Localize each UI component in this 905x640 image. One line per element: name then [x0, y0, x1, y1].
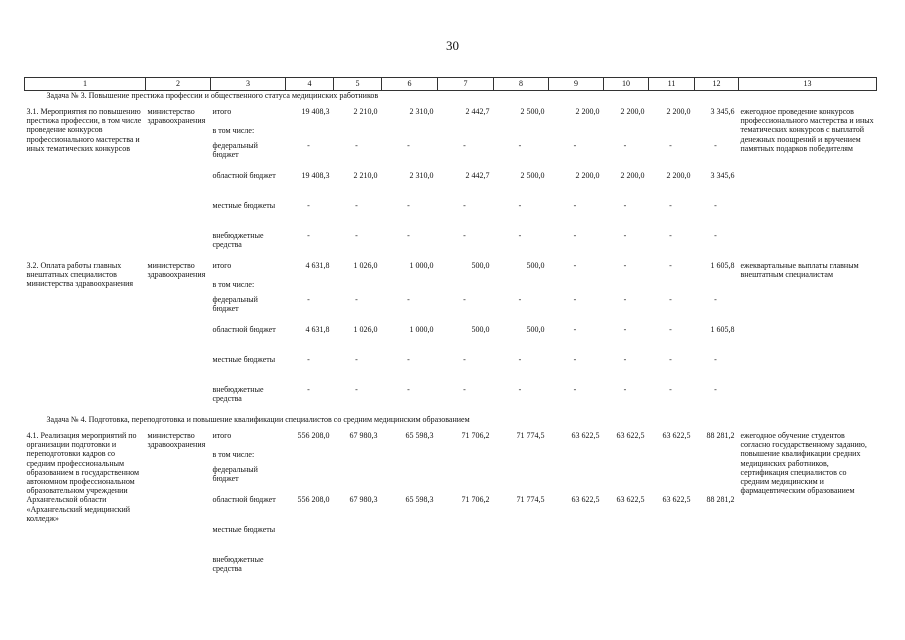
- funding-value: -: [669, 141, 672, 150]
- task-heading-row: [25, 415, 877, 431]
- funding-value: -: [573, 261, 577, 270]
- funding-value: [438, 450, 494, 465]
- funding-value: [334, 555, 382, 585]
- funding-value: -: [307, 231, 310, 240]
- funding-value: 67 980,3: [349, 495, 378, 504]
- funding-value: [649, 465, 695, 495]
- column-number: 6: [382, 78, 438, 91]
- funding-value: -: [518, 385, 522, 394]
- funding-value: [286, 126, 334, 141]
- funding-source: федеральный бюджет: [212, 141, 258, 160]
- funding-value: 2 200,0: [575, 107, 600, 116]
- funding-value: 63 622,5: [616, 495, 645, 504]
- funding-value: [649, 126, 695, 141]
- column-number-header: [25, 78, 877, 91]
- funding-value: -: [623, 231, 627, 240]
- funding-value: 63 622,5: [616, 431, 645, 440]
- measure-block: [25, 107, 877, 261]
- funding-value: -: [623, 261, 627, 270]
- funding-value: [649, 525, 695, 555]
- measure-block: [25, 261, 877, 415]
- funding-value: 71 774,5: [516, 431, 545, 440]
- funding-value: [494, 450, 549, 465]
- funding-value: [286, 280, 334, 295]
- funding-value: 2 200,0: [666, 107, 691, 116]
- measure-executor: министерство здравоохранения: [147, 261, 206, 280]
- funding-value: 2 200,0: [666, 171, 691, 180]
- funding-value: 2 200,0: [575, 171, 600, 180]
- funding-value: [382, 555, 438, 585]
- funding-value: 71 774,5: [516, 495, 545, 504]
- funding-value: -: [407, 355, 410, 364]
- funding-value: [438, 465, 494, 495]
- funding-value: 3 345,6: [710, 171, 735, 180]
- funding-value: -: [407, 201, 410, 210]
- column-number: 1: [25, 78, 146, 91]
- funding-value: [382, 280, 438, 295]
- funding-value: [604, 280, 649, 295]
- funding-value: 3 345,6: [710, 107, 735, 116]
- funding-value: -: [573, 231, 577, 240]
- funding-value: 1 605,8: [710, 261, 735, 270]
- funding-value: -: [573, 201, 577, 210]
- funding-value: [695, 525, 739, 555]
- funding-source: итого: [212, 107, 232, 116]
- funding-row: [25, 261, 877, 280]
- funding-value: [604, 555, 649, 585]
- funding-value: -: [518, 355, 522, 364]
- funding-value: -: [355, 141, 358, 150]
- column-number: 2: [146, 78, 211, 91]
- funding-value: -: [669, 355, 672, 364]
- funding-value: -: [714, 231, 717, 240]
- funding-value: 1 026,0: [353, 325, 378, 334]
- funding-value: [382, 450, 438, 465]
- funding-value: 2 442,7: [465, 107, 490, 116]
- funding-value: -: [669, 385, 672, 394]
- funding-source: итого: [212, 261, 232, 270]
- funding-value: [382, 525, 438, 555]
- funding-value: -: [307, 201, 310, 210]
- funding-value: [549, 450, 604, 465]
- funding-value: [549, 555, 604, 585]
- program-table: [24, 77, 877, 585]
- funding-value: [695, 555, 739, 585]
- funding-value: -: [407, 385, 410, 394]
- funding-value: 88 281,2: [706, 431, 735, 440]
- funding-value: 2 210,0: [353, 171, 378, 180]
- task-heading: Задача № 4. Подготовка, переподготовка и повышение квалификации специалистов со средним медицинским образованием: [46, 415, 470, 424]
- measure-block: [25, 431, 877, 585]
- funding-value: -: [307, 295, 310, 304]
- funding-value: [695, 280, 739, 295]
- funding-value: [494, 525, 549, 555]
- funding-source: местные бюджеты: [212, 201, 276, 210]
- funding-source: областной бюджет: [212, 495, 276, 504]
- measure-name: 3.2. Оплата работы главных внештатных специалистов министерства здравоохранения: [26, 261, 134, 289]
- funding-value: [286, 465, 334, 495]
- funding-value: [695, 465, 739, 495]
- funding-value: 2 500,0: [520, 171, 545, 180]
- funding-source: внебюджетные средства: [212, 555, 264, 574]
- funding-value: -: [623, 141, 627, 150]
- funding-value: [604, 126, 649, 141]
- funding-value: -: [355, 385, 358, 394]
- column-number: 4: [286, 78, 334, 91]
- expected-result: ежеквартальные выплаты главным внештатным специалистам: [740, 261, 859, 280]
- funding-value: 500,0: [526, 261, 545, 270]
- funding-value: -: [714, 385, 717, 394]
- task-heading-row: [25, 91, 877, 108]
- funding-value: [549, 126, 604, 141]
- funding-value: -: [573, 385, 577, 394]
- funding-value: [334, 126, 382, 141]
- funding-value: [438, 555, 494, 585]
- funding-value: 63 622,5: [662, 495, 691, 504]
- funding-source: местные бюджеты: [212, 525, 276, 534]
- funding-value: 1 026,0: [353, 261, 378, 270]
- funding-value: [438, 280, 494, 295]
- funding-value: 88 281,2: [706, 495, 735, 504]
- column-number: 12: [695, 78, 739, 91]
- funding-value: -: [355, 231, 358, 240]
- funding-value: [382, 126, 438, 141]
- funding-value: 2 200,0: [620, 171, 645, 180]
- funding-value: 71 706,2: [461, 495, 490, 504]
- funding-value: -: [623, 325, 627, 334]
- funding-value: [494, 126, 549, 141]
- funding-value: [494, 555, 549, 585]
- funding-value: -: [463, 231, 466, 240]
- funding-value: -: [407, 295, 410, 304]
- funding-value: -: [669, 325, 672, 334]
- funding-value: [604, 450, 649, 465]
- funding-value: -: [623, 385, 627, 394]
- page-number: 30: [446, 38, 459, 53]
- column-number: 10: [604, 78, 649, 91]
- funding-value: [549, 465, 604, 495]
- funding-value: -: [307, 141, 310, 150]
- task-heading: Задача № 3. Повышение престижа профессии и общественного статуса медицинских работников: [46, 91, 379, 100]
- funding-value: -: [307, 385, 310, 394]
- funding-value: 1 000,0: [409, 325, 434, 334]
- funding-value: [604, 465, 649, 495]
- funding-value: [334, 525, 382, 555]
- funding-value: -: [714, 295, 717, 304]
- funding-value: 4 631,8: [305, 325, 330, 334]
- funding-value: 2 442,7: [465, 171, 490, 180]
- funding-value: [649, 450, 695, 465]
- funding-value: -: [669, 231, 672, 240]
- measure-name: 3.1. Мероприятия по повышению престижа профессии, в том числе проведение конкурсов профессионального мастерства и иных тематических конкурсов: [26, 107, 142, 153]
- funding-value: -: [669, 201, 672, 210]
- funding-value: 556 208,0: [297, 495, 330, 504]
- funding-source: внебюджетные средства: [212, 231, 264, 250]
- funding-value: -: [573, 141, 577, 150]
- measure-name: 4.1. Реализация мероприятий по организации подготовки и переподготовки кадров со средним профессиональным образованием в государственном автономном профессиональном образовательном учреждении Архангельской области «Архангельский медицинский колледж»: [26, 431, 140, 523]
- funding-value: 500,0: [471, 325, 490, 334]
- funding-value: [438, 126, 494, 141]
- funding-value: -: [623, 355, 627, 364]
- funding-value: 65 598,3: [405, 431, 434, 440]
- funding-value: 1 000,0: [409, 261, 434, 270]
- funding-value: 63 622,5: [571, 431, 600, 440]
- funding-value: [494, 465, 549, 495]
- funding-value: [334, 465, 382, 495]
- funding-source: областной бюджет: [212, 325, 276, 334]
- measure-executor: министерство здравоохранения: [147, 431, 206, 450]
- funding-value: 500,0: [471, 261, 490, 270]
- funding-value: -: [463, 201, 466, 210]
- funding-value: 2 200,0: [620, 107, 645, 116]
- funding-value: -: [463, 385, 466, 394]
- funding-source: в том числе:: [212, 280, 255, 289]
- funding-value: 1 605,8: [710, 325, 735, 334]
- funding-value: 500,0: [526, 325, 545, 334]
- funding-value: 19 408,3: [301, 171, 330, 180]
- funding-value: -: [518, 141, 522, 150]
- column-number: 9: [549, 78, 604, 91]
- funding-value: -: [355, 355, 358, 364]
- funding-value: -: [407, 231, 410, 240]
- funding-value: [549, 525, 604, 555]
- funding-value: 19 408,3: [301, 107, 330, 116]
- funding-value: -: [669, 261, 672, 270]
- funding-value: -: [573, 295, 577, 304]
- funding-value: [286, 555, 334, 585]
- funding-value: -: [463, 355, 466, 364]
- funding-value: [549, 280, 604, 295]
- funding-value: 63 622,5: [571, 495, 600, 504]
- funding-value: -: [355, 295, 358, 304]
- funding-source: федеральный бюджет: [212, 465, 258, 484]
- funding-value: -: [623, 295, 627, 304]
- funding-value: [649, 555, 695, 585]
- funding-row: [25, 107, 877, 126]
- funding-value: [695, 450, 739, 465]
- funding-source: итого: [212, 431, 232, 440]
- funding-value: 65 598,3: [405, 495, 434, 504]
- funding-value: 2 310,0: [409, 171, 434, 180]
- measure-executor: министерство здравоохранения: [147, 107, 206, 126]
- expected-result: ежегодное проведение конкурсов профессионального мастерства и иных тематических конкурсов с выплатой денежных поощрений и вручением памятных подарков победителям: [740, 107, 874, 153]
- funding-value: -: [463, 141, 466, 150]
- funding-source: областной бюджет: [212, 171, 276, 180]
- funding-value: [494, 280, 549, 295]
- column-number: 8: [494, 78, 549, 91]
- expected-result: ежегодное обучение студентов согласно государственному заданию, повышение квалификации средних медицинских работников, сертификация специалистов со средним медицинским и фармацевтическим образованием: [740, 431, 867, 496]
- funding-value: -: [714, 355, 717, 364]
- funding-value: -: [714, 201, 717, 210]
- funding-value: 2 210,0: [353, 107, 378, 116]
- funding-source: в том числе:: [212, 450, 255, 459]
- funding-value: 2 310,0: [409, 107, 434, 116]
- funding-value: -: [518, 231, 522, 240]
- funding-value: -: [573, 355, 577, 364]
- funding-source: в том числе:: [212, 126, 255, 135]
- funding-value: [649, 280, 695, 295]
- funding-source: местные бюджеты: [212, 355, 276, 364]
- funding-value: -: [355, 201, 358, 210]
- funding-value: -: [623, 201, 627, 210]
- funding-value: 71 706,2: [461, 431, 490, 440]
- column-number: 3: [211, 78, 286, 91]
- funding-value: [438, 525, 494, 555]
- funding-value: 63 622,5: [662, 431, 691, 440]
- funding-value: [695, 126, 739, 141]
- funding-value: -: [518, 201, 522, 210]
- funding-value: -: [307, 355, 310, 364]
- funding-value: [334, 450, 382, 465]
- funding-value: -: [463, 295, 466, 304]
- funding-value: [382, 465, 438, 495]
- column-number: 11: [649, 78, 695, 91]
- funding-source: внебюджетные средства: [212, 385, 264, 404]
- column-number: 7: [438, 78, 494, 91]
- funding-value: [604, 525, 649, 555]
- funding-value: [286, 525, 334, 555]
- funding-row: [25, 431, 877, 450]
- funding-value: -: [714, 141, 717, 150]
- funding-value: 556 208,0: [297, 431, 330, 440]
- funding-value: -: [407, 141, 410, 150]
- funding-value: 2 500,0: [520, 107, 545, 116]
- funding-value: [334, 280, 382, 295]
- funding-value: -: [669, 295, 672, 304]
- funding-value: [286, 450, 334, 465]
- funding-value: 4 631,8: [305, 261, 330, 270]
- funding-source: федеральный бюджет: [212, 295, 258, 314]
- column-number: 13: [739, 78, 877, 91]
- funding-value: -: [573, 325, 577, 334]
- funding-value: -: [518, 295, 522, 304]
- column-number: 5: [334, 78, 382, 91]
- funding-value: 67 980,3: [349, 431, 378, 440]
